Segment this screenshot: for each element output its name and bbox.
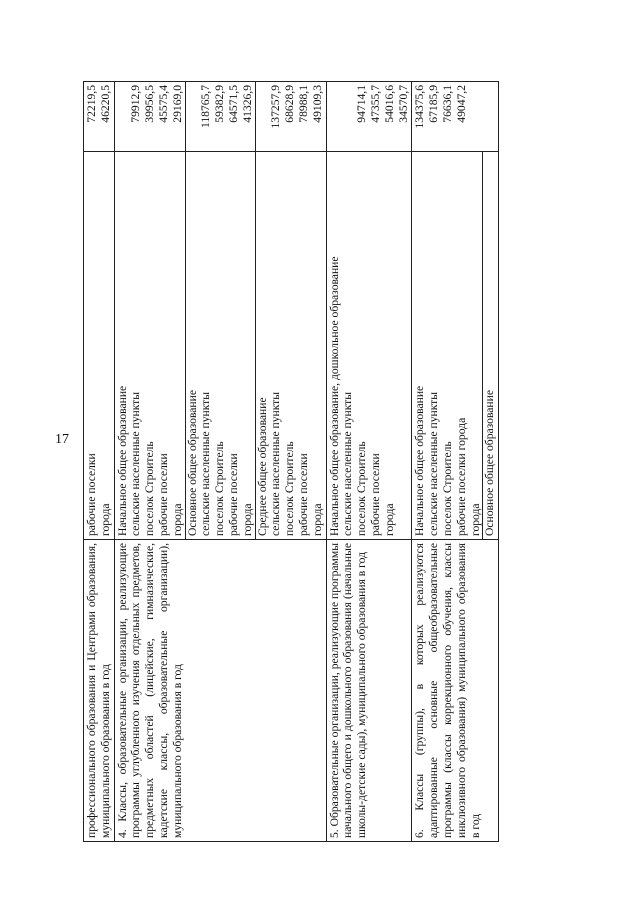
education-level: Среднее общее образование bbox=[255, 397, 269, 536]
value: 41326,9 bbox=[240, 85, 254, 123]
value: 49109,3 bbox=[310, 85, 324, 123]
value: 45575,4 bbox=[156, 85, 170, 123]
location-label: города bbox=[98, 503, 112, 536]
financing-norms-table bbox=[83, 81, 499, 842]
value: 39956,5 bbox=[143, 85, 157, 123]
location-label: города bbox=[468, 503, 482, 536]
value-group bbox=[116, 82, 185, 151]
education-level: Начальное общее образование bbox=[115, 385, 129, 536]
location-label: сельские населенные пункты bbox=[427, 391, 441, 536]
value: 79912,9 bbox=[129, 85, 143, 123]
location-label: сельские населенные пункты bbox=[269, 391, 283, 536]
value: 78988,1 bbox=[296, 85, 310, 123]
location-label: города bbox=[170, 503, 184, 536]
table-row bbox=[326, 82, 412, 842]
row-description: 6. Классы (группы), в которых реализуются адаптированные основные общеобразовательные программы (классы коррекционного обучения, классы инклюзивного образования) муниципального образования в год bbox=[412, 540, 499, 842]
location-label: рабочие поселки bbox=[156, 453, 170, 536]
row-description: профессионального образования и Центрами образования, муниципального образования в год bbox=[84, 540, 115, 842]
location-cell bbox=[84, 152, 115, 540]
value-cell bbox=[412, 82, 499, 152]
location-cell bbox=[326, 152, 412, 540]
education-level-group bbox=[185, 152, 255, 539]
location-label: рабочие поселки bbox=[368, 453, 382, 536]
location-cell bbox=[412, 152, 499, 540]
row-description: 4. Классы, образовательные организации, реализующие программы углубленного изучения отдельных предметов, предметных областей (лицейские, гимназические, кадетские классы, образовательные организации), муниципального образования в год bbox=[114, 540, 326, 842]
location-label: поселок Строитель bbox=[143, 441, 157, 536]
location-label: сельские населенные пункты bbox=[341, 391, 355, 536]
value: 94714,1 bbox=[355, 85, 369, 123]
rotated-table-container bbox=[83, 82, 548, 842]
location-label: поселок Строитель bbox=[283, 441, 297, 536]
value: 67185,9 bbox=[427, 85, 441, 123]
table-row bbox=[114, 82, 326, 842]
education-level-group bbox=[255, 152, 325, 539]
value: 72219,5 bbox=[85, 85, 98, 123]
value-cell bbox=[114, 82, 326, 152]
value: 34570,7 bbox=[396, 85, 410, 123]
value: 68628,9 bbox=[283, 85, 297, 123]
location-label: сельские населенные пункты bbox=[199, 391, 213, 536]
location-label: города bbox=[310, 503, 324, 536]
table-row bbox=[84, 82, 115, 842]
page-number: 17 bbox=[55, 432, 69, 447]
value: 47355,7 bbox=[368, 85, 382, 123]
education-level: Начальное общее образование bbox=[413, 385, 427, 536]
value-cell bbox=[84, 82, 115, 152]
value: 29169,0 bbox=[170, 85, 184, 123]
location-label: рабочие поселки bbox=[85, 453, 98, 536]
location-label: поселок Строитель bbox=[355, 441, 369, 536]
location-label: сельские населенные пункты bbox=[129, 391, 143, 536]
location-label: города bbox=[382, 503, 396, 536]
value-cell bbox=[326, 82, 412, 152]
value-group bbox=[255, 82, 325, 151]
value: 49047,2 bbox=[454, 85, 468, 123]
location-label: города bbox=[240, 503, 254, 536]
value: 137257,9 bbox=[269, 85, 283, 129]
value: 134375,6 bbox=[413, 85, 427, 129]
value: 64571,5 bbox=[226, 85, 240, 123]
value: 59382,9 bbox=[213, 85, 227, 123]
value: 118765,7 bbox=[199, 85, 213, 129]
education-level-group bbox=[482, 152, 497, 539]
education-level: Основное общее образование bbox=[185, 390, 199, 536]
location-label: рабочие поселки города bbox=[454, 417, 468, 536]
location-label: рабочие поселки bbox=[296, 453, 310, 536]
value-group bbox=[185, 82, 255, 151]
table-row bbox=[412, 82, 499, 842]
location-label: рабочие поселки bbox=[226, 453, 240, 536]
education-level-group bbox=[116, 152, 185, 539]
education-level: Начальное общее образование, дошкольное образование bbox=[327, 256, 341, 536]
education-level: Основное общее образование bbox=[483, 390, 497, 536]
row-description: 5. Образовательные организации, реализующие программы начального общего и дошкольного образования (начальные школы-детские сады), муниципального образования в год bbox=[326, 540, 412, 842]
location-label: поселок Строитель bbox=[213, 441, 227, 536]
education-level-group bbox=[413, 152, 482, 539]
location-label: поселок Строитель bbox=[440, 441, 454, 536]
value: 76636,1 bbox=[440, 85, 454, 123]
value: 54016,6 bbox=[382, 85, 396, 123]
value: 46220,5 bbox=[98, 85, 112, 123]
location-cell bbox=[114, 152, 326, 540]
